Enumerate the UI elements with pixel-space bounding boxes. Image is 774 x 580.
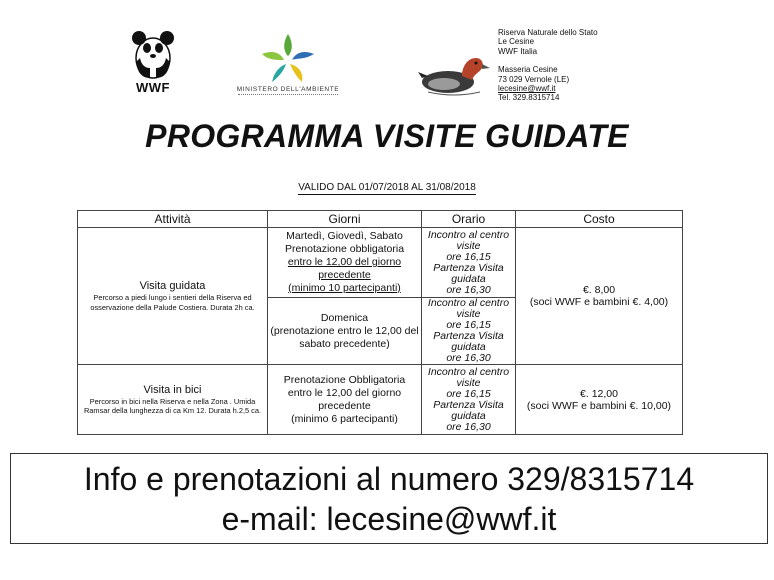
days-line: (minimo 6 partecipanti)	[291, 412, 398, 425]
ministry-star-icon	[232, 30, 344, 86]
hours-line: ore 16,15	[446, 319, 491, 331]
activity-cell	[78, 365, 268, 435]
days-line: (prenotazione entro le 12,00 del sabato precedente)	[270, 324, 419, 350]
hours-cell	[422, 365, 516, 435]
wwf-wordmark: WWF	[136, 80, 170, 95]
days-cell	[268, 298, 422, 365]
hours-line: Partenza Visita guidata	[433, 330, 504, 353]
page-title: PROGRAMMA VISITE GUIDATE	[145, 118, 629, 154]
days-line: Prenotazione Obbligatoria	[283, 373, 406, 386]
header-hours: Orario	[422, 211, 516, 228]
hours-line: ore 16,15	[446, 250, 491, 263]
activity-description: Percorso a piedi lungo i sentieri della Riserva ed osservazione della Palude Costiera. Durata 2h ca.	[90, 293, 255, 312]
table-row	[78, 228, 683, 298]
duck-icon	[418, 52, 490, 98]
days-line: entro le 12,00 del giorno precedente	[287, 256, 402, 281]
activity-cell	[78, 228, 268, 365]
wwf-logo	[128, 28, 178, 100]
hours-line: ore 16,30	[446, 352, 491, 364]
activity-description: Percorso in bici nella Riserva e nella Zona . Umida Ramsar della lunghezza di ca Km 12. Durata h.2,5 ca.	[83, 396, 262, 415]
validity-text: VALIDO DAL 01/07/2018 AL 31/08/2018	[298, 182, 476, 193]
contact-spacer	[498, 56, 598, 65]
validity-period	[0, 182, 774, 193]
contact-block	[498, 28, 598, 103]
hours-line: Partenza Visita guidata	[433, 398, 504, 422]
address-name: Masseria Cesine	[498, 65, 558, 75]
days-line: Prenotazione obbligatoria	[284, 243, 405, 255]
panda-icon	[128, 28, 178, 80]
hours-line: ore 16,30	[446, 283, 491, 296]
info-box	[10, 453, 768, 544]
duck-logo	[418, 52, 490, 98]
header-cost: Costo	[516, 211, 683, 228]
days-line: entro le 12,00 del giorno precedente	[287, 386, 402, 412]
activity-title: Visita in bici	[143, 383, 202, 396]
header-activity: Attività	[78, 211, 268, 228]
activity-title: Visita guidata	[139, 280, 206, 292]
cost-cell	[516, 365, 683, 435]
info-email-line: e-mail: lecesine@wwf.it	[221, 501, 557, 537]
reserve-place: Le Cesine	[498, 37, 535, 47]
header-days: Giorni	[268, 211, 422, 228]
ministry-name: MINISTERO DELL'AMBIENTE	[236, 86, 340, 93]
contact-phone: Tel. 329.8315714	[498, 93, 560, 103]
table-header-row	[78, 211, 683, 228]
days-line: Martedì, Giovedì, Sabato	[286, 230, 403, 242]
hours-cell	[422, 228, 516, 298]
cost-line: (soci WWF e bambini €. 10,00)	[526, 399, 672, 412]
days-line: (minimo 10 partecipanti)	[288, 282, 401, 294]
hours-line: ore 16,30	[446, 420, 491, 433]
days-cell	[268, 228, 422, 298]
organization: WWF Italia	[498, 46, 538, 56]
cost-cell	[516, 228, 683, 365]
hours-line: Incontro al centro visite	[427, 297, 510, 320]
info-phone-line: Info e prenotazioni al numero 329/8315714	[83, 461, 695, 497]
hours-line: Incontro al centro visite	[427, 228, 510, 252]
address-city: 73 029 Vernole (LE)	[498, 74, 570, 84]
hours-line: ore 16,15	[446, 387, 491, 400]
cost-line: €. 12,00	[580, 387, 618, 400]
contact-email-link[interactable]: lecesine@wwf.it	[498, 84, 556, 94]
cost-line: €. 8,00	[582, 284, 616, 296]
program-table	[77, 210, 683, 435]
ministry-logo	[232, 30, 344, 100]
reserve-name: Riserva Naturale dello Stato	[498, 28, 598, 37]
ministry-subtitle-line	[238, 94, 338, 98]
days-cell	[268, 365, 422, 435]
hours-cell	[422, 298, 516, 365]
cost-line: (soci WWF e bambini €. 4,00)	[529, 296, 669, 308]
table-row	[78, 365, 683, 435]
hours-line: Partenza Visita guidata	[433, 261, 504, 285]
hours-line: Incontro al centro visite	[427, 365, 510, 389]
days-line: Domenica	[320, 311, 369, 324]
